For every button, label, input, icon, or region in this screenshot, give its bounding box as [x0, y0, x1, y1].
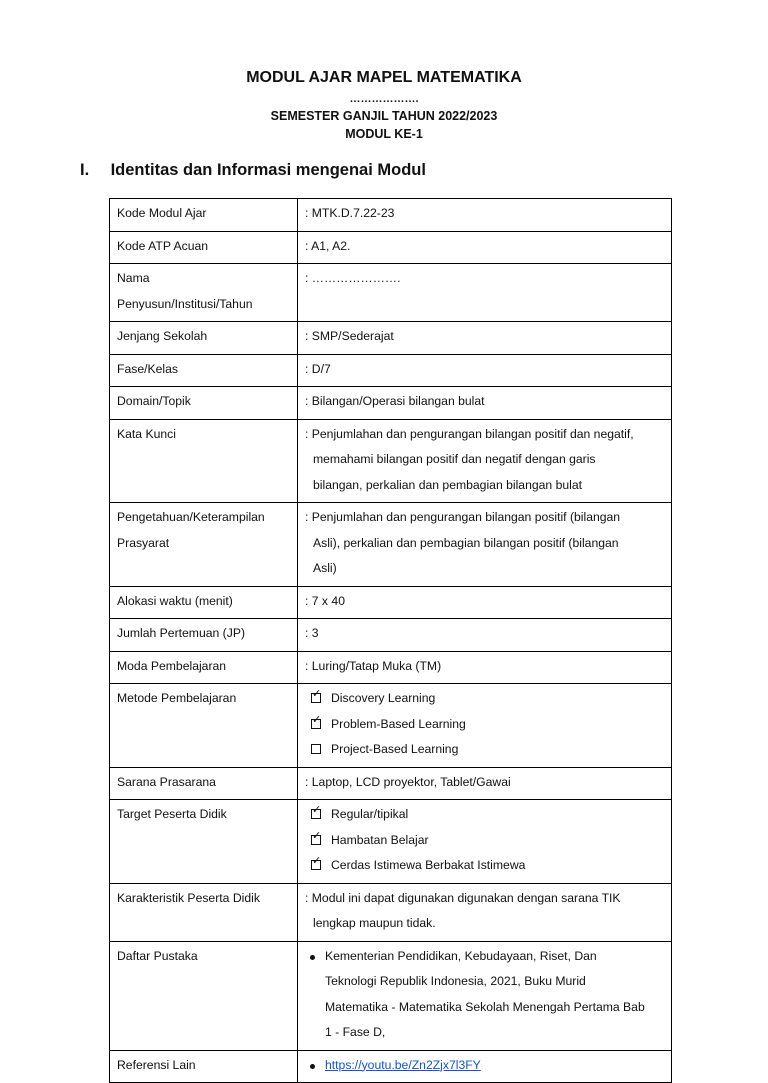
table-row [110, 419, 672, 503]
row-label: Daftar Pustaka [110, 941, 298, 1050]
row-value [298, 1050, 672, 1083]
row-value: : Bilangan/Operasi bilangan bulat [298, 387, 672, 420]
table-row [110, 322, 672, 355]
bullet-item [305, 1053, 665, 1079]
option-label: Problem-Based Learning [331, 716, 466, 731]
check-mark-icon: ✓ [312, 688, 322, 700]
row-label: Fase/Kelas [110, 354, 298, 387]
row-value: : SMP/Sederajat [298, 322, 672, 355]
table-row [110, 264, 672, 322]
semester-heading: SEMESTER GANJIL TAHUN 2022/2023 [270, 109, 498, 123]
table-row [110, 354, 672, 387]
value-line: Kementerian Pendidikan, Kebudayaan, Riset, Dan [325, 948, 597, 963]
row-label [110, 264, 298, 322]
value-line: lengkap maupun tidak. [313, 916, 436, 930]
checkbox-option[interactable] [305, 712, 665, 738]
checkbox-icon[interactable] [311, 688, 322, 703]
value-line: bilangan, perkalian dan pembagian bilangan bulat [313, 477, 583, 492]
row-label: Kode Modul Ajar [110, 199, 298, 232]
row-label: Jenjang Sekolah [110, 322, 298, 355]
section-heading [80, 161, 426, 180]
section-number: I. [80, 161, 90, 179]
row-label: Kode ATP Acuan [110, 231, 298, 264]
label-line: Penyusun/Institusi/Tahun [117, 296, 253, 311]
row-label: Alokasi waktu (menit) [110, 586, 298, 619]
table-row [110, 941, 672, 1050]
row-label [110, 503, 298, 587]
row-label: Domain/Topik [110, 387, 298, 420]
checkbox-icon[interactable] [311, 744, 321, 754]
checkbox-option[interactable] [305, 802, 665, 828]
document-title: MODUL AJAR MAPEL MATEMATIKA [246, 69, 522, 86]
label-line: Nama [117, 271, 150, 285]
table-row [110, 1050, 672, 1083]
title-dots: ………………. [349, 93, 419, 105]
value-line: : Modul ini dapat digunakan digunakan dengan sarana TIK [305, 890, 621, 905]
row-value [298, 800, 672, 884]
table-row [110, 684, 672, 768]
table-row [110, 651, 672, 684]
check-mark-icon: ✓ [312, 829, 322, 842]
row-label: Karakteristik Peserta Didik [110, 883, 298, 941]
row-value [298, 883, 672, 941]
row-value [298, 503, 672, 587]
reference-link[interactable]: https://youtu.be/Zn2Zjx7l3FY [325, 1057, 481, 1072]
check-mark-icon: ✓ [312, 855, 322, 867]
row-label: Sarana Prasarana [110, 767, 298, 800]
value-line: Teknologi Republik Indonesia, 2021, Buku Murid [325, 974, 586, 988]
value-line: : Penjumlahan dan pengurangan bilangan positif (bilangan [305, 510, 621, 524]
table-row [110, 387, 672, 420]
row-value: : MTK.D.7.22-23 [298, 199, 672, 232]
checkbox-option[interactable] [305, 828, 665, 854]
table-row [110, 231, 672, 264]
checkbox-option[interactable] [305, 686, 665, 712]
value-line: Asli) [313, 561, 337, 575]
table-row [110, 800, 672, 884]
row-label: Metode Pembelajaran [110, 684, 298, 768]
check-mark-icon: ✓ [312, 804, 322, 816]
checkbox-option[interactable] [305, 737, 665, 763]
row-value [298, 419, 672, 503]
row-value: : …………………. [298, 264, 672, 322]
label-line: Pengetahuan/Keterampilan [117, 510, 265, 524]
row-label: Kata Kunci [110, 419, 298, 503]
row-value: : Luring/Tatap Muka (TM) [298, 651, 672, 684]
row-value [298, 941, 672, 1050]
section-title: Identitas dan Informasi mengenai Modul [110, 161, 426, 179]
check-mark-icon: ✓ [312, 713, 322, 726]
option-label: Regular/tipikal [331, 807, 409, 821]
checkbox-icon[interactable] [311, 804, 322, 819]
row-value: : A1, A2. [298, 231, 672, 264]
checkbox-icon[interactable] [311, 855, 322, 870]
row-label: Jumlah Pertemuan (JP) [110, 619, 298, 652]
value-line: Matematika - Matematika Sekolah Menengah Pertama Bab [325, 999, 645, 1014]
modul-number-heading: MODUL KE-1 [345, 127, 423, 141]
row-label: Moda Pembelajaran [110, 651, 298, 684]
option-label: Cerdas Istimewa Berbakat Istimewa [331, 858, 526, 872]
value-line: memahami bilangan positif dan negatif dengan garis [313, 452, 596, 466]
label-line: Prasyarat [117, 535, 170, 550]
value-line: : Penjumlahan dan pengurangan bilangan positif dan negatif, [305, 426, 634, 441]
checkbox-option[interactable] [305, 853, 665, 879]
row-value: : 7 x 40 [298, 586, 672, 619]
table-row [110, 883, 672, 941]
row-value: : D/7 [298, 354, 672, 387]
value-line: Asli), perkalian dan pembagian bilangan positif (bilangan [313, 535, 619, 550]
table-row [110, 586, 672, 619]
row-label: Target Peserta Didik [110, 800, 298, 884]
option-label: Project-Based Learning [331, 742, 459, 756]
option-label: Discovery Learning [331, 691, 436, 705]
option-label: Hambatan Belajar [331, 832, 429, 847]
row-value: : Laptop, LCD proyektor, Tablet/Gawai [298, 767, 672, 800]
table-row [110, 503, 672, 587]
checkbox-icon[interactable] [311, 713, 322, 729]
module-info-table [109, 198, 672, 1083]
bullet-item [305, 944, 665, 1046]
row-label: Referensi Lain [110, 1050, 298, 1083]
table-row [110, 199, 672, 232]
table-row [110, 767, 672, 800]
value-line: 1 - Fase D, [325, 1025, 386, 1039]
checkbox-icon[interactable] [311, 829, 322, 845]
row-value: : 3 [298, 619, 672, 652]
row-value [298, 684, 672, 768]
bullet-icon [310, 955, 315, 960]
table-row [110, 619, 672, 652]
bullet-icon [310, 1064, 315, 1069]
